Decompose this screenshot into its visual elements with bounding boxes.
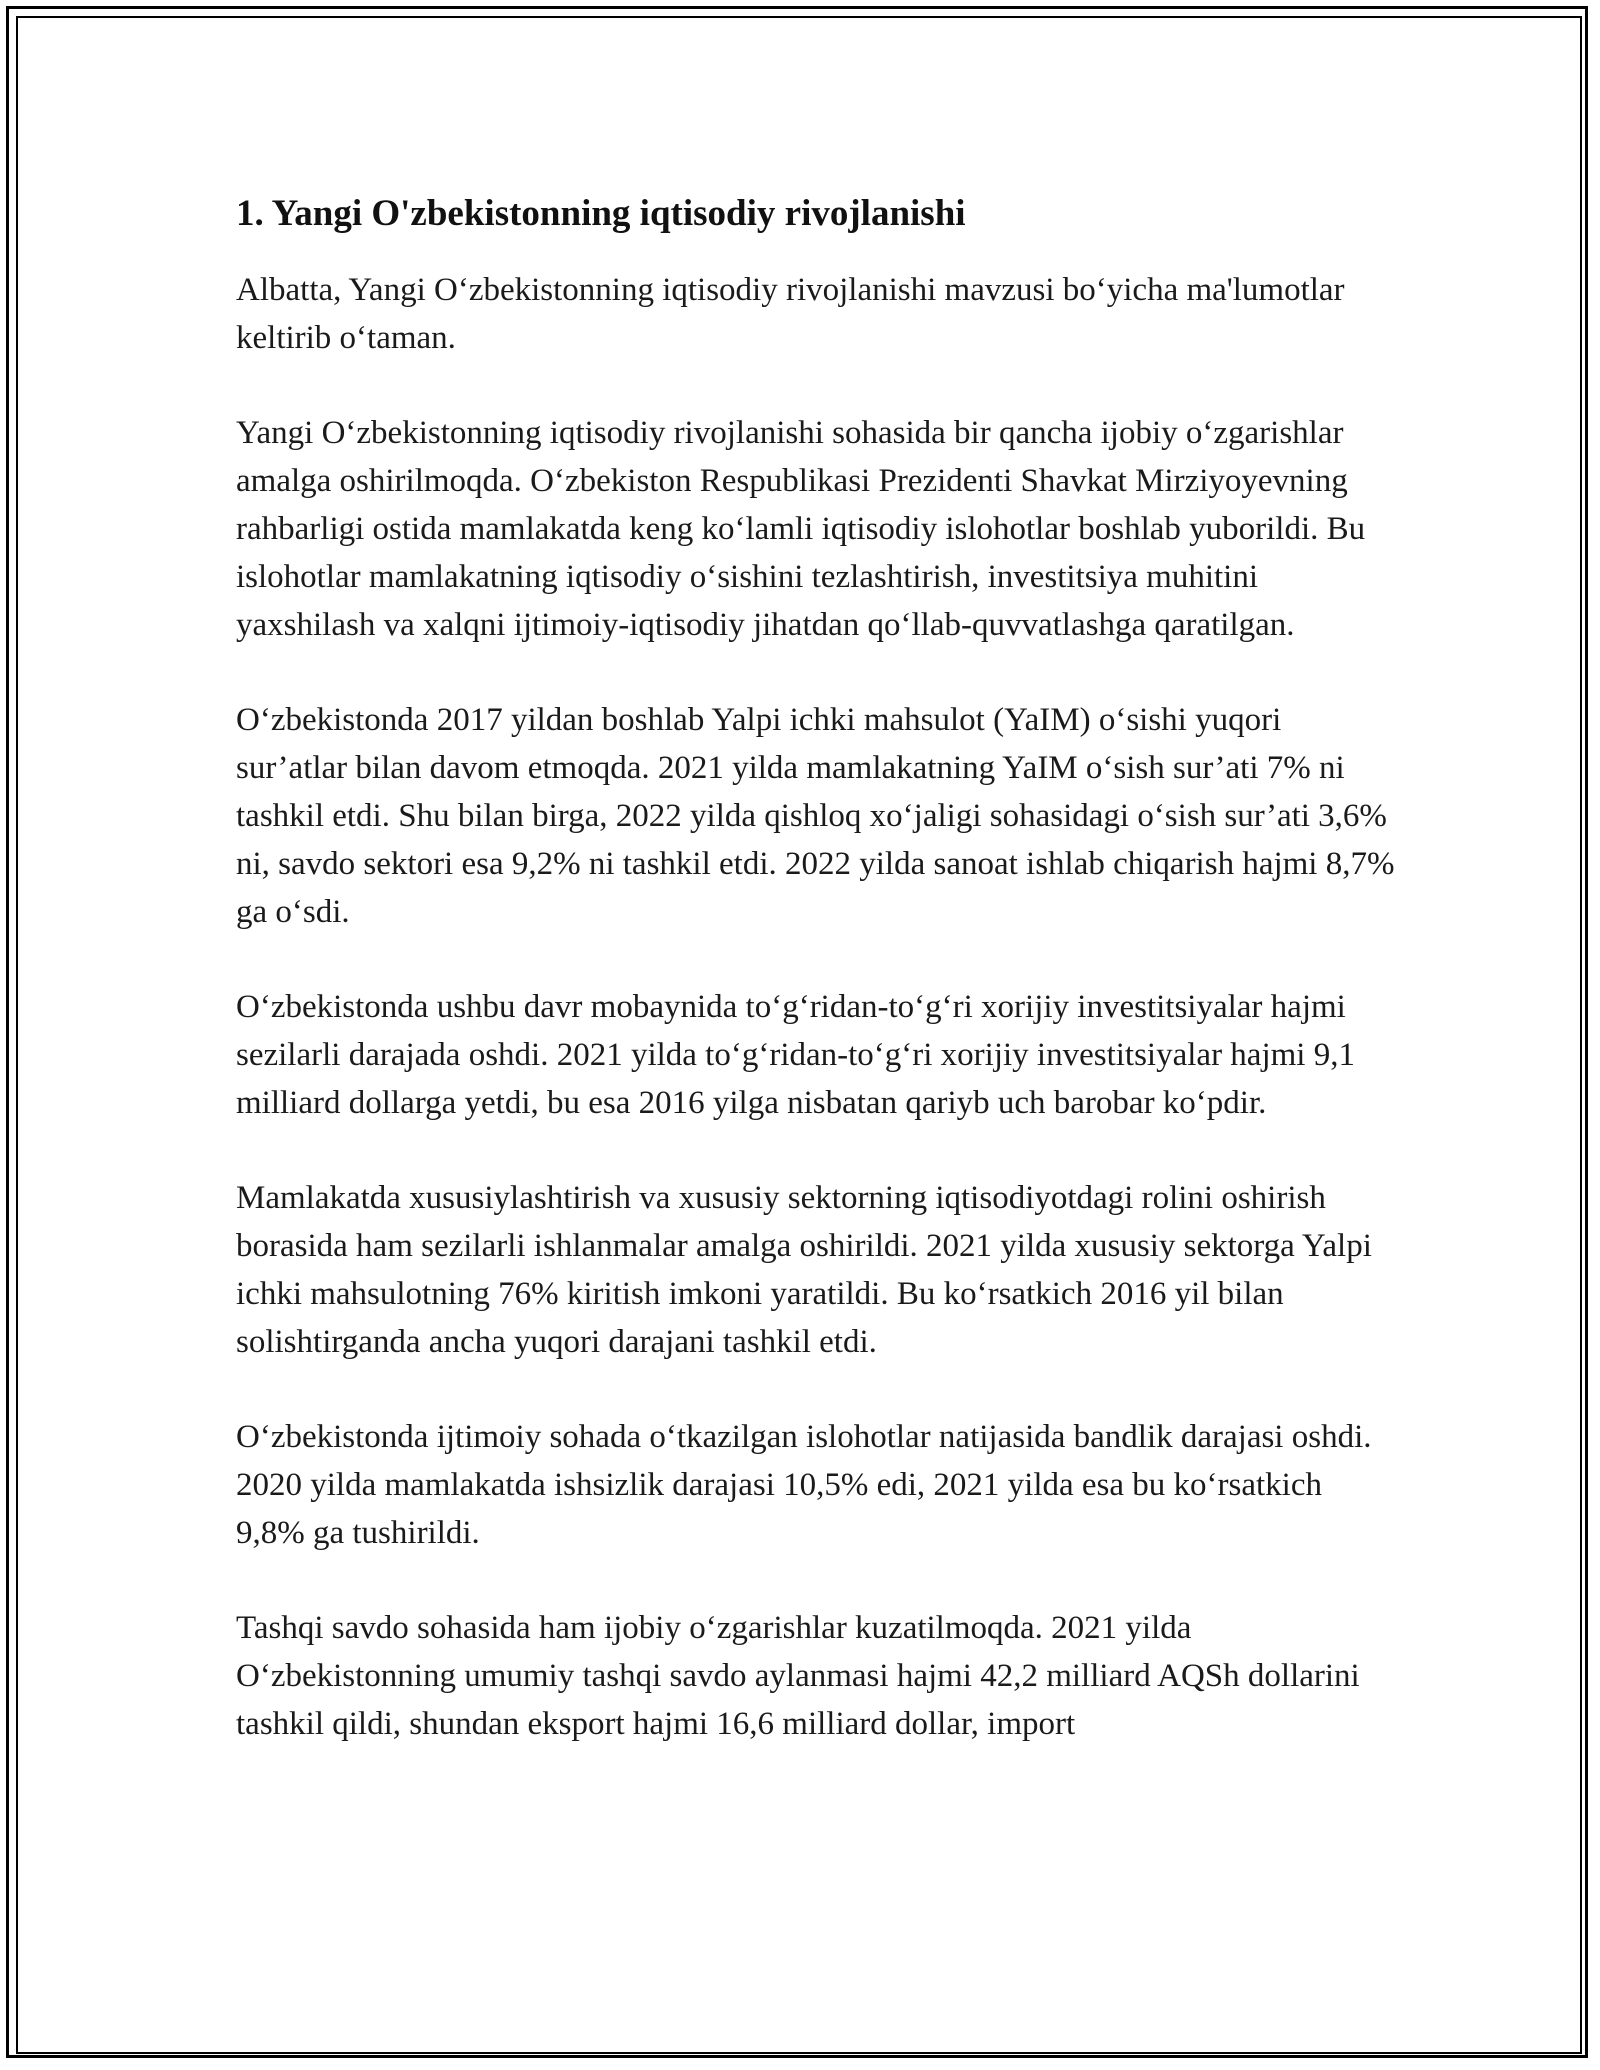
paragraph-employment: O‘zbekistonda ijtimoiy sohada o‘tkazilgan islohotlar natijasida bandlik darajasi oshdi. 2020 yilda mamlakatda ishsizlik darajasi 10,5% edi, 2021 yilda esa bu ko‘rsatkich 9,8% ga tushirildi. — [236, 1419, 1372, 1551]
paragraph-intro: Albatta, Yangi O‘zbekistonning iqtisodiy rivojlanishi mavzusi bo‘yicha ma'lumotlar keltirib o‘taman. — [236, 272, 1345, 356]
paragraph-foreign-investment: O‘zbekistonda ushbu davr mobaynida to‘g‘ridan-to‘g‘ri xorijiy investitsiyalar hajmi sezilarli darajada oshdi. 2021 yilda to‘g‘ridan-to‘g‘ri xorijiy investitsiyalar hajmi 9,1 milliard dollarga yetdi, bu esa 2016 yilga nisbatan qariyb uch barobar ko‘pdir. — [236, 989, 1355, 1121]
paragraph-foreign-trade: Tashqi savdo sohasida ham ijobiy o‘zgarishlar kuzatilmoqda. 2021 yilda O‘zbekistonning umumiy tashqi savdo aylanmasi hajmi 42,2 milliard AQSh dollarini tashkil qildi, shundan eksport hajmi 16,6 milliard dollar, import — [236, 1610, 1360, 1742]
paragraph-privatization: Mamlakatda xususiylashtirish va xususiy sektorning iqtisodiyotdagi rolini oshirish borasida ham sezilarli ishlanmalar amalga oshirildi. 2021 yilda xususiy sektorga Yalpi ichki mahsulotning 76% kiritish imkoni yaratildi. Bu ko‘rsatkich 2016 yil bilan solishtirganda ancha yuqori darajani tashkil etdi. — [236, 1180, 1372, 1360]
paragraph-reforms: Yangi O‘zbekistonning iqtisodiy rivojlanishi sohasida bir qancha ijobiy o‘zgarishlar amalga oshirilmoqda. O‘zbekiston Respublikasi Prezidenti Shavkat Mirziyoyevning rahbarligi ostida mamlakatda keng ko‘lamli iqtisodiy islohotlar boshlab yuborildi. Bu islohotlar mamlakatning iqtisodiy o‘sishini tezlashtirish, investitsiya muhitini yaxshilash va xalqni ijtimoiy-iqtisodiy jihatdan qo‘llab-quvvatlashga qaratilgan. — [236, 415, 1366, 643]
paragraph-gdp-growth: O‘zbekistonda 2017 yildan boshlab Yalpi ichki mahsulot (YaIM) o‘sishi yuqori sur’atlar bilan davom etmoqda. 2021 yilda mamlakatning YaIM o‘sish sur’ati 7% ni tashkil etdi. Shu bilan birga, 2022 yilda qishloq xo‘jaligi sohasidagi o‘sish sur’ati 3,6% ni, savdo sektori esa 9,2% ni tashkil etdi. 2022 yilda sanoat ishlab chiqarish hajmi 8,7% ga o‘sdi. — [236, 702, 1395, 930]
document-body — [236, 186, 1396, 1795]
section-heading: 1. Yangi O'zbekistonning iqtisodiy rivojlanishi — [236, 193, 966, 234]
